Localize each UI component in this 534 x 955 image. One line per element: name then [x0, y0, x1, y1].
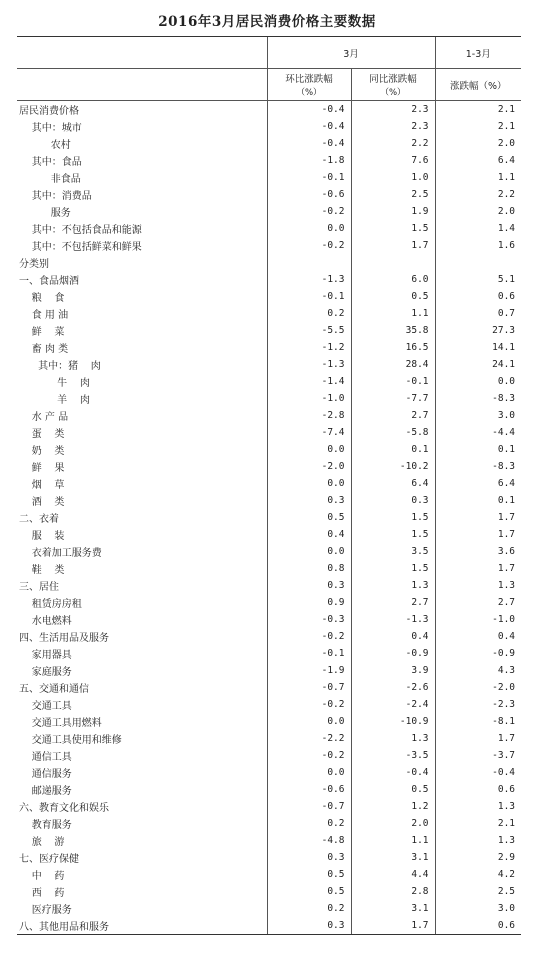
table-row [17, 458, 521, 475]
row-mom: 0.0 [267, 220, 351, 237]
row-mom: -0.2 [267, 203, 351, 220]
row-yoy: -5.8 [351, 424, 435, 441]
row-label: 衣着加工服务费 [19, 548, 102, 559]
row-mom: -0.2 [267, 628, 351, 645]
row-ytd: -0.4 [435, 764, 521, 781]
row-mom: -1.8 [267, 152, 351, 169]
table-row [17, 135, 521, 152]
row-label: 其中：消费品 [19, 191, 92, 202]
table-row [17, 152, 521, 169]
table-row [17, 815, 521, 832]
row-label: 邮递服务 [19, 786, 72, 797]
row-mom: 0.5 [267, 509, 351, 526]
row-ytd: -0.9 [435, 645, 521, 662]
row-mom: 0.0 [267, 713, 351, 730]
row-mom [267, 254, 351, 271]
row-label: 食 用 油 [19, 310, 69, 321]
table-row [17, 866, 521, 883]
row-ytd: 1.7 [435, 560, 521, 577]
row-yoy: 3.5 [351, 543, 435, 560]
table-row [17, 900, 521, 917]
header-mom [267, 69, 351, 101]
row-ytd: 1.4 [435, 220, 521, 237]
row-ytd: 27.3 [435, 322, 521, 339]
row-ytd: -8.1 [435, 713, 521, 730]
row-mom: -2.2 [267, 730, 351, 747]
row-ytd: 3.6 [435, 543, 521, 560]
table-row [17, 237, 521, 254]
row-label: 交通工具使用和维修 [19, 735, 122, 746]
row-mom: 0.0 [267, 543, 351, 560]
row-ytd: 3.0 [435, 407, 521, 424]
header-mom-unit: （%） [296, 88, 322, 98]
row-label: 五、交通和通信 [19, 684, 89, 695]
row-label: 服 装 [19, 531, 65, 542]
row-yoy: -7.7 [351, 390, 435, 407]
row-ytd: 1.3 [435, 577, 521, 594]
row-yoy: -2.4 [351, 696, 435, 713]
table-row [17, 628, 521, 645]
row-label: 西 药 [19, 888, 65, 899]
table-row [17, 611, 521, 628]
row-mom: -1.2 [267, 339, 351, 356]
row-label: 鲜 果 [19, 463, 65, 474]
row-label: 分类别 [19, 259, 49, 270]
row-mom: 0.3 [267, 492, 351, 509]
row-label: 服务 [19, 208, 71, 219]
table-row [17, 662, 521, 679]
table-row [17, 288, 521, 305]
table-row [17, 832, 521, 849]
row-label: 一、食品烟酒 [19, 276, 79, 287]
row-ytd: 1.7 [435, 509, 521, 526]
row-mom: 0.5 [267, 883, 351, 900]
row-yoy: -2.6 [351, 679, 435, 696]
row-label: 水 产 品 [19, 412, 69, 423]
row-yoy: -1.3 [351, 611, 435, 628]
row-mom: -0.6 [267, 781, 351, 798]
table-row [17, 730, 521, 747]
row-label: 通信工具 [19, 752, 72, 763]
row-ytd: 2.2 [435, 186, 521, 203]
row-ytd: 5.1 [435, 271, 521, 288]
row-ytd: 4.2 [435, 866, 521, 883]
row-yoy: 4.4 [351, 866, 435, 883]
row-label: 八、其他用品和服务 [17, 917, 267, 935]
row-ytd: 14.1 [435, 339, 521, 356]
row-ytd: 1.7 [435, 730, 521, 747]
table-row [17, 101, 521, 119]
row-label: 鞋 类 [19, 565, 65, 576]
row-yoy: 2.7 [351, 594, 435, 611]
row-mom: -0.4 [267, 135, 351, 152]
row-ytd: 0.6 [435, 781, 521, 798]
row-yoy: 1.7 [351, 917, 435, 935]
row-mom: -1.0 [267, 390, 351, 407]
table-body [17, 101, 521, 935]
row-mom: -1.3 [267, 356, 351, 373]
row-label: 其中：城市 [19, 123, 82, 134]
row-ytd: 0.6 [435, 917, 521, 935]
row-ytd: -2.0 [435, 679, 521, 696]
row-yoy: 0.3 [351, 492, 435, 509]
table-row [17, 781, 521, 798]
row-ytd: 2.9 [435, 849, 521, 866]
row-label: 二、衣着 [19, 514, 59, 525]
cpi-table [17, 36, 521, 935]
row-label: 奶 类 [19, 446, 65, 457]
header-ytd-change: 涨跌幅（%） [435, 69, 521, 101]
row-yoy: -0.9 [351, 645, 435, 662]
row-ytd: 2.7 [435, 594, 521, 611]
row-mom: -1.9 [267, 662, 351, 679]
row-ytd: 0.4 [435, 628, 521, 645]
header-yoy [351, 69, 435, 101]
row-ytd: 0.0 [435, 373, 521, 390]
row-mom: 0.5 [267, 866, 351, 883]
row-mom: 0.8 [267, 560, 351, 577]
row-ytd: 2.0 [435, 135, 521, 152]
row-label: 家庭服务 [19, 667, 72, 678]
row-yoy: 0.5 [351, 781, 435, 798]
row-ytd: -3.7 [435, 747, 521, 764]
row-label: 家用器具 [19, 650, 72, 661]
row-mom: -0.2 [267, 696, 351, 713]
row-ytd: 0.6 [435, 288, 521, 305]
row-mom: 0.9 [267, 594, 351, 611]
row-mom: -0.7 [267, 679, 351, 696]
row-label: 牛 肉 [19, 378, 90, 389]
header-yoy-unit: （%） [380, 88, 406, 98]
table-row [17, 883, 521, 900]
table-row [17, 475, 521, 492]
row-ytd: 0.7 [435, 305, 521, 322]
row-mom: 0.0 [267, 764, 351, 781]
row-label: 鲜 菜 [19, 327, 65, 338]
row-ytd: 2.1 [435, 118, 521, 135]
row-yoy: -0.1 [351, 373, 435, 390]
table-row [17, 271, 521, 288]
table-row [17, 577, 521, 594]
table-row [17, 509, 521, 526]
table-row [17, 645, 521, 662]
header-mom-label: 环比涨跌幅 [285, 74, 333, 85]
table-row [17, 254, 521, 271]
header-blank-2 [17, 69, 267, 101]
table-row [17, 594, 521, 611]
row-label: 医疗服务 [19, 905, 72, 916]
row-label: 七、医疗保健 [19, 854, 79, 865]
row-yoy: 7.6 [351, 152, 435, 169]
row-yoy: 1.3 [351, 730, 435, 747]
row-mom: -0.2 [267, 237, 351, 254]
row-yoy: 2.7 [351, 407, 435, 424]
row-yoy: 1.1 [351, 832, 435, 849]
row-ytd: -8.3 [435, 458, 521, 475]
row-yoy: -0.4 [351, 764, 435, 781]
row-yoy: 6.4 [351, 475, 435, 492]
row-label: 居民消费价格 [19, 106, 79, 117]
row-yoy: 2.3 [351, 118, 435, 135]
row-mom: -4.8 [267, 832, 351, 849]
row-mom: 0.3 [267, 577, 351, 594]
row-yoy: 1.3 [351, 577, 435, 594]
row-yoy: 2.8 [351, 883, 435, 900]
table-row [17, 169, 521, 186]
row-ytd: 2.5 [435, 883, 521, 900]
row-yoy: 1.9 [351, 203, 435, 220]
row-mom: -0.4 [267, 101, 351, 119]
row-yoy: 2.3 [351, 101, 435, 119]
row-ytd: 1.6 [435, 237, 521, 254]
row-ytd: 6.4 [435, 475, 521, 492]
row-mom: -0.1 [267, 169, 351, 186]
row-label: 教育服务 [19, 820, 72, 831]
row-mom: -0.1 [267, 645, 351, 662]
header-yoy-label: 同比涨跌幅 [369, 74, 417, 85]
row-mom: -1.4 [267, 373, 351, 390]
row-mom: -0.2 [267, 747, 351, 764]
row-label: 中 药 [19, 871, 65, 882]
row-label: 烟 草 [19, 480, 65, 491]
row-label: 六、教育文化和娱乐 [19, 803, 109, 814]
table-row [17, 220, 521, 237]
row-label: 四、生活用品及服务 [19, 633, 109, 644]
row-label: 农村 [19, 140, 71, 151]
row-yoy: 0.4 [351, 628, 435, 645]
row-ytd [435, 254, 521, 271]
row-yoy: 3.1 [351, 849, 435, 866]
table-row [17, 424, 521, 441]
row-yoy: 1.5 [351, 509, 435, 526]
row-mom: -0.7 [267, 798, 351, 815]
table-row [17, 186, 521, 203]
row-label: 粮 食 [19, 293, 65, 304]
row-yoy: 1.2 [351, 798, 435, 815]
row-mom: 0.0 [267, 441, 351, 458]
row-yoy: 0.5 [351, 288, 435, 305]
row-ytd: 1.3 [435, 798, 521, 815]
row-yoy: 3.9 [351, 662, 435, 679]
row-ytd: 1.3 [435, 832, 521, 849]
row-label: 蛋 类 [19, 429, 65, 440]
row-ytd: -4.4 [435, 424, 521, 441]
row-ytd: 2.0 [435, 203, 521, 220]
row-mom: 0.4 [267, 526, 351, 543]
table-row [17, 492, 521, 509]
table-row [17, 373, 521, 390]
table-row [17, 747, 521, 764]
row-yoy: 2.2 [351, 135, 435, 152]
row-yoy: 1.5 [351, 220, 435, 237]
table-row [17, 679, 521, 696]
row-ytd: 2.1 [435, 815, 521, 832]
row-yoy: 3.1 [351, 900, 435, 917]
table-row [17, 849, 521, 866]
row-label: 畜 肉 类 [19, 344, 69, 355]
row-yoy: -10.2 [351, 458, 435, 475]
table-row [17, 543, 521, 560]
row-label: 酒 类 [19, 497, 65, 508]
row-mom: 0.2 [267, 815, 351, 832]
row-yoy: 35.8 [351, 322, 435, 339]
row-mom: 0.2 [267, 305, 351, 322]
row-yoy: -3.5 [351, 747, 435, 764]
row-yoy: -10.9 [351, 713, 435, 730]
row-yoy: 28.4 [351, 356, 435, 373]
table-row [17, 339, 521, 356]
row-ytd: 6.4 [435, 152, 521, 169]
table-row [17, 356, 521, 373]
row-mom: 0.3 [267, 849, 351, 866]
row-ytd: 1.1 [435, 169, 521, 186]
table-row [17, 560, 521, 577]
row-label: 旅 游 [19, 837, 65, 848]
row-yoy: 1.7 [351, 237, 435, 254]
row-mom: -0.4 [267, 118, 351, 135]
row-label: 交通工具用燃料 [19, 718, 102, 729]
table-row [17, 526, 521, 543]
row-label: 其中：不包括鲜菜和鲜果 [19, 242, 142, 253]
row-ytd: 2.1 [435, 101, 521, 119]
table-row [17, 390, 521, 407]
header-ytd: 1-3月 [435, 37, 521, 69]
table-row [17, 118, 521, 135]
row-mom: -0.6 [267, 186, 351, 203]
row-mom: -2.8 [267, 407, 351, 424]
row-yoy: 0.1 [351, 441, 435, 458]
row-ytd: -2.3 [435, 696, 521, 713]
table-row [17, 764, 521, 781]
row-label: 交通工具 [19, 701, 72, 712]
header-blank [17, 37, 267, 69]
table-row [17, 441, 521, 458]
row-mom: -0.1 [267, 288, 351, 305]
row-yoy: 1.1 [351, 305, 435, 322]
table-row [17, 713, 521, 730]
row-yoy: 1.5 [351, 560, 435, 577]
row-ytd: -1.0 [435, 611, 521, 628]
row-ytd: 0.1 [435, 492, 521, 509]
row-ytd: -8.3 [435, 390, 521, 407]
row-label: 通信服务 [19, 769, 72, 780]
row-ytd: 1.7 [435, 526, 521, 543]
table-row [17, 917, 521, 935]
row-yoy: 6.0 [351, 271, 435, 288]
row-label: 三、居住 [19, 582, 59, 593]
table-row [17, 407, 521, 424]
row-yoy: 2.0 [351, 815, 435, 832]
row-label: 其中：猪 肉 [19, 361, 101, 372]
row-label: 租赁房房租 [19, 599, 82, 610]
header-month: 3月 [267, 37, 435, 69]
row-mom: 0.3 [267, 917, 351, 935]
row-mom: 0.2 [267, 900, 351, 917]
table-row [17, 798, 521, 815]
row-label: 水电燃料 [19, 616, 72, 627]
table-row [17, 322, 521, 339]
table-title: 2016年3月居民消费价格主要数据 [158, 14, 376, 30]
row-yoy: 2.5 [351, 186, 435, 203]
row-yoy: 1.5 [351, 526, 435, 543]
row-ytd: 4.3 [435, 662, 521, 679]
row-ytd: 24.1 [435, 356, 521, 373]
row-yoy: 16.5 [351, 339, 435, 356]
table-row [17, 305, 521, 322]
row-mom: -1.3 [267, 271, 351, 288]
row-mom: -2.0 [267, 458, 351, 475]
row-label: 其中：不包括食品和能源 [19, 225, 142, 236]
row-label: 其中：食品 [19, 157, 82, 168]
row-ytd: 0.1 [435, 441, 521, 458]
row-mom: -5.5 [267, 322, 351, 339]
row-ytd: 3.0 [435, 900, 521, 917]
row-yoy [351, 254, 435, 271]
row-label: 非食品 [19, 174, 81, 185]
row-mom: -0.3 [267, 611, 351, 628]
row-mom: -7.4 [267, 424, 351, 441]
table-row [17, 696, 521, 713]
table-row [17, 203, 521, 220]
row-yoy: 1.0 [351, 169, 435, 186]
row-mom: 0.0 [267, 475, 351, 492]
row-label: 羊 肉 [19, 395, 90, 406]
